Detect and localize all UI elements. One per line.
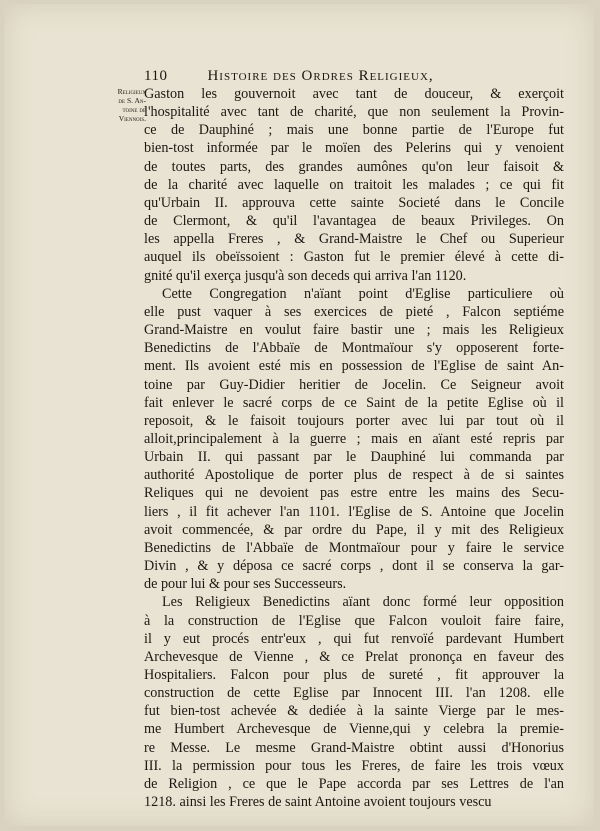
text-line: elle pust vaquer à ses exercices de pieté , Falcon septiéme	[144, 303, 564, 320]
page-number: 110	[144, 68, 168, 84]
paragraph	[144, 85, 564, 285]
text-line: de Clermont, & qu'il l'avantagea de beaux Privileges. On	[144, 213, 564, 230]
text-line: Grand-Maistre en voulut faire bastir une ; mais les Religieux	[144, 322, 564, 339]
text-line: Benedictins de l'Abbaïe de Montmaïour pour y faire le service	[144, 539, 564, 556]
text-line: l'hospitalité avec tant de charité, que non seulement la Provin-	[144, 104, 564, 121]
text-line: bien-tost informée par le moïen des Pelerins qui y venoient	[144, 140, 564, 157]
text-line: Archevesque de Vienne , & ce Prelat prononça en faveur des	[144, 648, 564, 665]
text-line: Reliques qui ne devoient pas estre entre les mains des Secu-	[144, 485, 564, 502]
text-line: 1218. ainsi les Freres de saint Antoine avoient toujours vescu	[144, 794, 492, 811]
text-line: re Messe. Le mesme Grand-Maistre obtint aussi d'Honorius	[144, 739, 564, 756]
text-line: Urbain II. qui passant par le Dauphiné lui commanda par	[144, 449, 564, 466]
marginal-note	[88, 87, 146, 123]
text-line: Gaston les gouvernoit avec tant de douceur, & exerçoit	[144, 86, 564, 102]
text-line: reposoit, & le faisoit toujours porter avec lui par tout où il	[144, 412, 564, 429]
text-line: ce de Dauphiné ; mais une bonne partie de l'Europe fut	[144, 122, 564, 139]
text-line: de pour lui & pour ses Successeurs.	[144, 576, 347, 593]
text-line: les appella Freres , & Grand-Maistre le Chef ou Superieur	[144, 231, 564, 248]
paragraph	[144, 593, 564, 811]
text-line: Benedictins de l'Abbaïe de Montmaïour s'y opposerent forte-	[144, 340, 564, 357]
text-line: il y eut procés entr'eux , qui fut renvoïé pardevant Humbert	[144, 630, 564, 647]
text-line: toine par Guy-Didier heritier de Jocelin. Ce Seigneur avoit	[144, 376, 564, 393]
marginal-note-line: toine de	[122, 105, 146, 114]
text-line: avoit commencée, & par ordre du Pape, il y mit des Religieux	[144, 521, 564, 538]
text-line: fait enlever le sacré corps de ce Saint de la petite Eglise où il	[144, 394, 564, 411]
text-line: qu'Urbain II. approuva cette sainte Societé dans le Concile	[144, 194, 564, 211]
text-line: à la construction de l'Eglise que Falcon vouloit faire faire,	[144, 612, 564, 629]
marginal-note-line: Viennois.	[118, 114, 146, 123]
text-line: authorité Apostolique de porter plus de respect à de si saintes	[144, 467, 564, 484]
text-line: construction de cette Eglise par Innocent III. l'an 1208. elle	[144, 685, 564, 702]
text-line: Les Religieux Benedictins aïant donc formé leur opposition	[162, 594, 564, 611]
text-line: III. la permission pour tous les Freres, de faire les trois vœux	[144, 757, 564, 774]
running-header	[144, 68, 564, 85]
text-line: gnité qu'il exerça jusqu'à son deceds qui arriva l'an 1120.	[144, 267, 467, 284]
running-title: Histoire des Ordres Religieux,	[207, 68, 434, 84]
marginal-note-line: de S. An-	[118, 96, 146, 105]
text-line: de Religion , ce que le Pape accorda par ses Lettres de l'an	[144, 775, 564, 792]
text-line: Hospitaliers. Falcon pour plus de sureté , fit approuver la	[144, 667, 564, 683]
text-line: me Humbert Archevesque de Vienne,qui y celebra la premie-	[144, 721, 564, 738]
paragraph	[144, 285, 564, 594]
text-line: fut bien-tost achevée & dediée à la sainte Vierge par le mes-	[144, 703, 564, 720]
text-line: Divin , & y déposa ce sacré corps , dont il se conserva la gar-	[144, 558, 564, 575]
text-line: de toutes parts, des grandes aumônes qu'on leur faisoit &	[144, 158, 564, 175]
text-line: alloit,principalement à la guerre ; mais en aïant esté repris par	[144, 430, 564, 447]
text-line: de la charité avec laquelle on traitoit les malades ; ce qui fit	[144, 176, 564, 193]
body-text	[144, 85, 564, 811]
text-line: ment. Ils avoient esté mis en possession de l'Eglise de saint An-	[144, 358, 564, 375]
text-line: Cette Congregation n'aïant point d'Eglise particuliere où	[162, 285, 564, 302]
marginal-note-line: Religieux	[117, 87, 146, 96]
book-page	[4, 4, 594, 826]
text-line: liers , il fit achever l'an 1101. l'Eglise de S. Antoine que Jocelin	[144, 503, 564, 520]
text-line: auquel ils obeïssoient : Gaston fut le premier élevé à cette di-	[144, 249, 564, 266]
